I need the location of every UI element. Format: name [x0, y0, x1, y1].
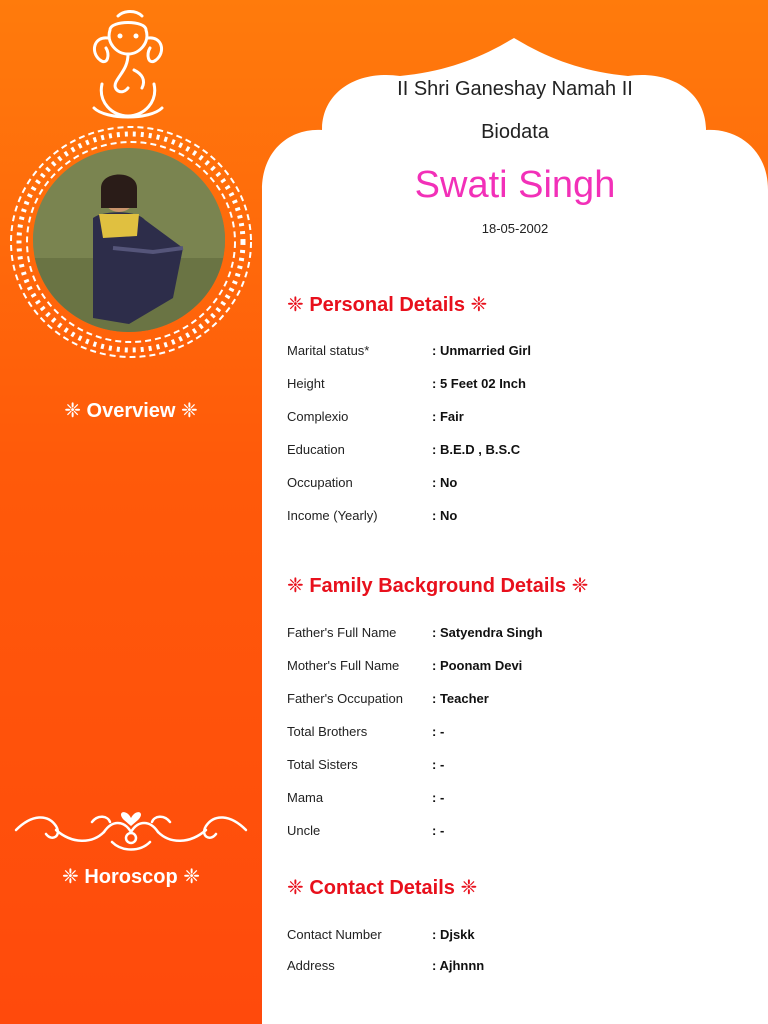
contact-details-title: ❈ Contact Details ❈	[287, 877, 478, 899]
row-label: Height	[287, 376, 325, 391]
row-value: : Djskk	[432, 927, 475, 942]
row-label: Contact Number	[287, 927, 382, 942]
row-label: Father's Full Name	[287, 625, 397, 640]
row-value: : -	[432, 757, 445, 772]
row-value: : Fair	[432, 409, 464, 424]
row-value: : -	[432, 724, 445, 739]
row-value: : -	[432, 823, 445, 838]
row-value: : Teacher	[432, 691, 489, 706]
row-label: Uncle	[287, 823, 321, 838]
mantra-heading: II Shri Ganeshay Namah II	[397, 78, 633, 100]
person-name: Swati Singh	[414, 164, 616, 206]
row-label: Income (Yearly)	[287, 508, 378, 523]
personal-details-title: ❈ Personal Details ❈	[287, 294, 488, 316]
row-value: : No	[432, 475, 458, 490]
row-value: : Poonam Devi	[432, 658, 523, 673]
document-title: Biodata	[481, 121, 549, 143]
row-label: Total Brothers	[287, 724, 368, 739]
row-value: : -	[432, 790, 445, 805]
row-label: Marital status*	[287, 343, 370, 358]
date-of-birth: 18-05-2002	[481, 221, 549, 236]
row-label: Total Sisters	[287, 757, 358, 772]
row-value: : 5 Feet 02 Inch	[432, 376, 526, 391]
row-label: Father's Occupation	[287, 691, 403, 706]
row-label: Education	[287, 442, 345, 457]
row-value: : Ajhnnn	[432, 958, 485, 973]
row-label: Complexio	[287, 409, 349, 424]
sidebar	[0, 0, 262, 1024]
row-value: : No	[432, 508, 458, 523]
profile-photo	[33, 148, 225, 332]
family-details-title: ❈ Family Background Details ❈	[287, 575, 589, 597]
row-label: Address	[287, 958, 335, 973]
overview-title: ❈ Overview ❈	[64, 400, 198, 422]
row-label: Occupation	[287, 475, 353, 490]
row-value: : Satyendra Singh	[432, 625, 543, 640]
row-value: : Unmarried Girl	[432, 343, 531, 358]
row-label: Mother's Full Name	[287, 658, 400, 673]
ganesha-icon	[80, 8, 176, 124]
ornamental-divider-icon	[12, 804, 250, 856]
row-value: : B.E.D , B.S.C	[432, 442, 521, 457]
row-label: Mama	[287, 790, 324, 805]
horoscope-title: ❈ Horoscop ❈	[62, 866, 200, 888]
